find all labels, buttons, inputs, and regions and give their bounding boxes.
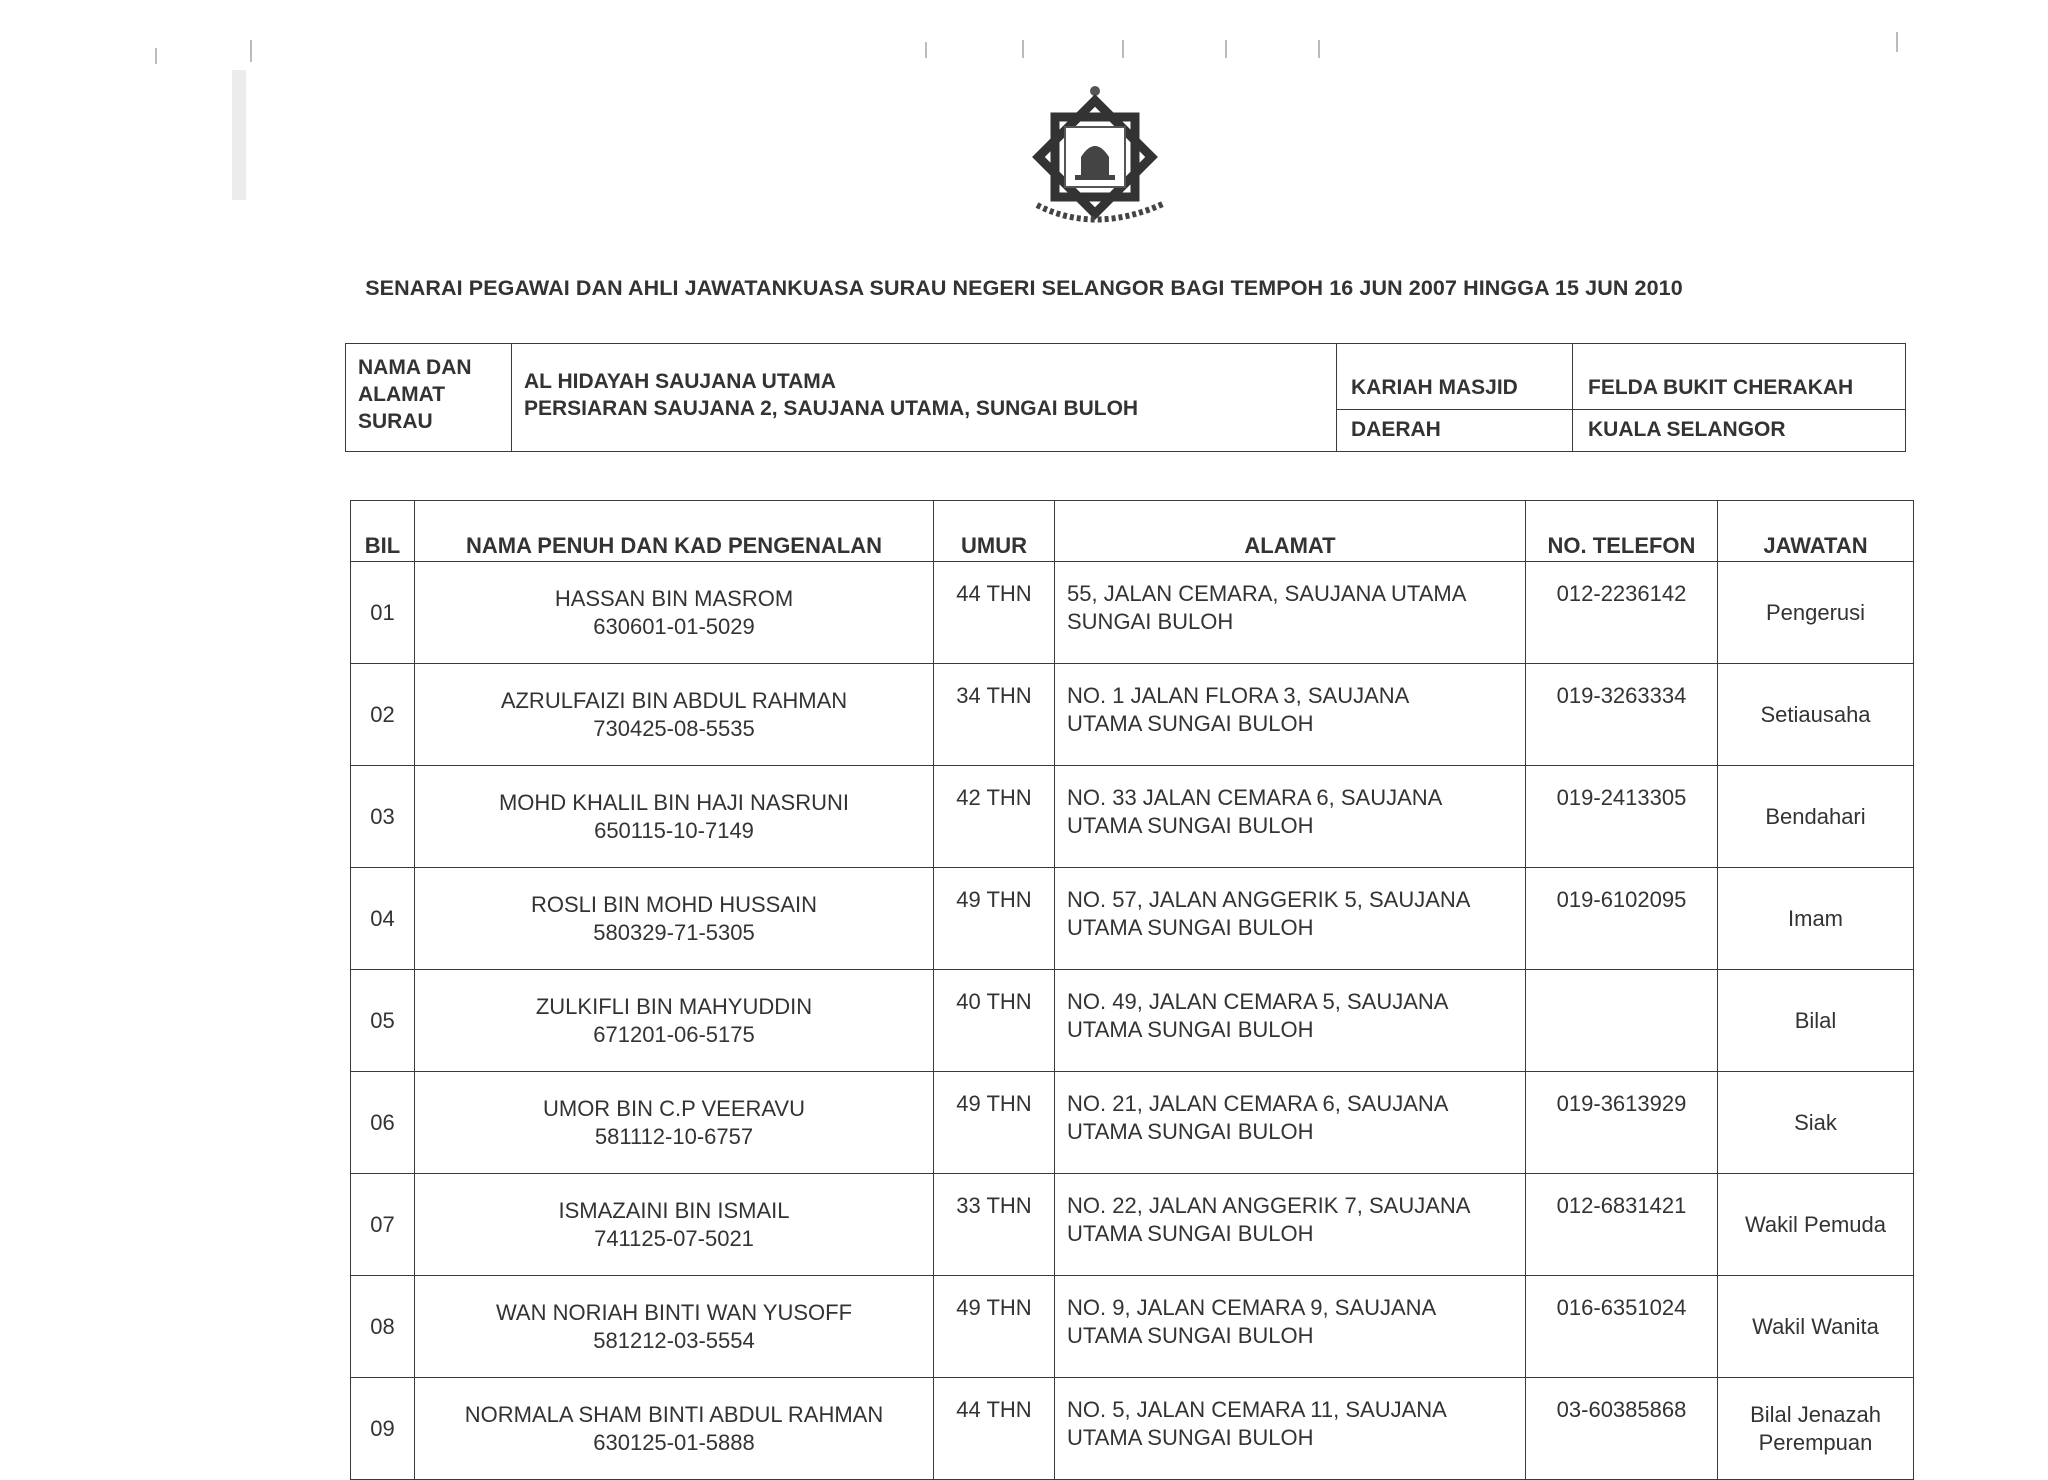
bil-text: 03 [370,803,395,829]
telefon-text: 03-60385868 [1556,1397,1687,1422]
scan-speck [925,42,927,58]
address-line: NO. 9, JALAN CEMARA 9, SAUJANA [1067,1295,1437,1320]
address-line: UTAMA SUNGAI BULOH [1067,1017,1314,1042]
cell-name [415,1378,934,1480]
jawatan-text: Pengerusi [1765,599,1866,625]
bil-text: 09 [370,1415,395,1441]
cell-alamat [1055,970,1526,1072]
telefon-text: 019-2413305 [1556,785,1687,810]
bil-text: 02 [370,701,395,727]
jawatan-text: Setiausaha [1760,701,1871,727]
cell-bil [351,970,415,1072]
jawatan-text: Wakil Pemuda [1744,1211,1886,1237]
table-row [351,1276,1914,1378]
member-name: HASSAN BIN MASROM [554,585,794,611]
address-line: UTAMA SUNGAI BULOH [1067,711,1314,736]
telefon-text: 012-6831421 [1556,1193,1687,1218]
scan-speck [232,70,246,200]
cell-name [415,1072,934,1174]
jawatan-text: Bilal [1794,1007,1837,1033]
cell-jawatan [1718,1174,1914,1276]
cell-jawatan [1718,1276,1914,1378]
daerah-label: DAERAH [1351,418,1441,441]
cell-jawatan [1718,664,1914,766]
table-row [351,970,1914,1072]
member-name: UMOR BIN C.P VEERAVU [542,1095,805,1121]
cell-alamat [1055,1378,1526,1480]
member-name: WAN NORIAH BINTI WAN YUSOFF [495,1299,853,1325]
cell-alamat [1055,664,1526,766]
surau-label-line: SURAU [358,410,433,433]
cell-bil [351,766,415,868]
scan-speck [1022,40,1024,58]
umur-text: 44 THN [956,1397,1032,1422]
address-line: NO. 22, JALAN ANGGERIK 7, SAUJANA [1067,1193,1471,1218]
member-name: AZRULFAIZI BIN ABDUL RAHMAN [500,687,848,713]
member-ic: 581112-10-6757 [594,1123,754,1149]
umur-text: 49 THN [956,1295,1032,1320]
jawatan-text: Bendahari [1765,803,1866,829]
address-line: NO. 49, JALAN CEMARA 5, SAUJANA [1067,989,1449,1014]
umur-text: 44 THN [956,581,1032,606]
kariah-label: KARIAH MASJID [1351,376,1518,399]
cell-name [415,766,934,868]
cell-alamat [1055,1072,1526,1174]
cell-telefon [1526,970,1718,1072]
telefon-text: 019-6102095 [1556,887,1687,912]
telefon-text: 016-6351024 [1556,1295,1687,1320]
table-header-row [351,501,1914,562]
table-row [351,664,1914,766]
surau-label [358,354,472,435]
cell-jawatan [1718,868,1914,970]
cell-telefon [1526,1378,1718,1480]
bil-text: 01 [370,599,395,625]
cell-jawatan [1718,1072,1914,1174]
scan-speck [155,48,157,64]
surau-name: AL HIDAYAH SAUJANA UTAMA [524,370,836,393]
divider [511,344,512,451]
address-line: NO. 5, JALAN CEMARA 11, SAUJANA [1067,1397,1447,1422]
address-line: NO. 57, JALAN ANGGERIK 5, SAUJANA [1067,887,1471,912]
cell-bil [351,1276,415,1378]
table-row [351,868,1914,970]
majlis-emblem-icon [1015,75,1185,235]
header-umur: UMUR [934,501,1055,562]
cell-alamat [1055,1174,1526,1276]
cell-bil [351,1072,415,1174]
cell-name [415,562,934,664]
scan-speck [1896,32,1898,52]
cell-telefon [1526,562,1718,664]
cell-bil [351,1174,415,1276]
cell-alamat [1055,766,1526,868]
telefon-text: 019-3263334 [1556,683,1687,708]
cell-jawatan [1718,1378,1914,1480]
member-name: ZULKIFLI BIN MAHYUDDIN [535,993,813,1019]
cell-alamat [1055,868,1526,970]
jawatan-text: Imam [1788,905,1843,931]
address-line: NO. 1 JALAN FLORA 3, SAUJANA [1067,683,1410,708]
jawatan-text: Siak [1794,1109,1837,1135]
cell-jawatan [1718,970,1914,1072]
bil-text: 07 [370,1211,395,1237]
cell-umur [934,1174,1055,1276]
cell-telefon [1526,1072,1718,1174]
cell-umur [934,664,1055,766]
daerah-value: KUALA SELANGOR [1588,418,1786,441]
address-line: SUNGAI BULOH [1067,609,1234,634]
cell-alamat [1055,562,1526,664]
divider [1336,409,1905,410]
umur-text: 49 THN [956,887,1032,912]
cell-name [415,868,934,970]
address-line: NO. 33 JALAN CEMARA 6, SAUJANA [1067,785,1443,810]
table-row [351,562,1914,664]
scan-speck [1225,40,1227,58]
cell-umur [934,562,1055,664]
address-line: UTAMA SUNGAI BULOH [1067,1221,1314,1246]
address-line: UTAMA SUNGAI BULOH [1067,1323,1314,1348]
address-line: NO. 21, JALAN CEMARA 6, SAUJANA [1067,1091,1449,1116]
page-title: SENARAI PEGAWAI DAN AHLI JAWATANKUASA SURAU NEGERI SELANGOR BAGI TEMPOH 16 JUN 2007 HINGGA 15 JUN 2010 [365,276,1683,300]
divider [1336,344,1337,451]
surau-info-table [345,343,1906,452]
cell-telefon [1526,1276,1718,1378]
scan-speck [250,40,252,62]
cell-name [415,970,934,1072]
member-ic: 671201-06-5175 [593,1021,755,1047]
cell-name [415,1174,934,1276]
address-line: UTAMA SUNGAI BULOH [1067,1425,1314,1450]
header-telefon: NO. TELEFON [1526,501,1718,562]
member-ic: 650115-10-7149 [594,817,754,843]
address-line: UTAMA SUNGAI BULOH [1067,813,1314,838]
table-row [351,1072,1914,1174]
header-alamat: ALAMAT [1055,501,1526,562]
cell-umur [934,1072,1055,1174]
surau-label-line: ALAMAT [358,383,446,406]
address-line: UTAMA SUNGAI BULOH [1067,1119,1314,1144]
table-row [351,1378,1914,1480]
emblem-logo [1015,75,1185,235]
address-line: 55, JALAN CEMARA, SAUJANA UTAMA [1067,581,1467,606]
cell-bil [351,664,415,766]
jawatan-text: Bilal Jenazah Perempuan [1750,1401,1881,1455]
cell-telefon [1526,766,1718,868]
member-ic: 581212-03-5554 [593,1327,755,1353]
bil-text: 06 [370,1109,395,1135]
cell-alamat [1055,1276,1526,1378]
member-name: NORMALA SHAM BINTI ABDUL RAHMAN [464,1401,884,1427]
telefon-text: 012-2236142 [1556,581,1687,606]
address-line: UTAMA SUNGAI BULOH [1067,915,1314,940]
umur-text: 49 THN [956,1091,1032,1116]
cell-bil [351,1378,415,1480]
umur-text: 33 THN [956,1193,1032,1218]
umur-text: 40 THN [956,989,1032,1014]
cell-umur [934,1276,1055,1378]
cell-telefon [1526,1174,1718,1276]
table-row [351,766,1914,868]
member-ic: 630601-01-5029 [593,613,755,639]
cell-name [415,1276,934,1378]
divider [1572,344,1573,451]
scan-speck [1122,40,1124,58]
member-ic: 741125-07-5021 [594,1225,754,1251]
member-name: MOHD KHALIL BIN HAJI NASRUNI [498,789,850,815]
jawatan-text: Wakil Wanita [1752,1313,1879,1339]
member-ic: 630125-01-5888 [593,1429,755,1455]
member-ic: 730425-08-5535 [593,715,755,741]
cell-umur [934,766,1055,868]
cell-telefon [1526,664,1718,766]
cell-umur [934,868,1055,970]
member-name: ROSLI BIN MOHD HUSSAIN [530,891,818,917]
scan-speck [1318,40,1320,58]
header-bil: BIL [351,501,415,562]
cell-telefon [1526,868,1718,970]
member-ic: 580329-71-5305 [593,919,755,945]
bil-text: 05 [370,1007,395,1033]
cell-jawatan [1718,766,1914,868]
committee-table [350,500,1914,1480]
cell-name [415,664,934,766]
umur-text: 34 THN [956,683,1032,708]
bil-text: 04 [370,905,395,931]
umur-text: 42 THN [956,785,1032,810]
header-nama: NAMA PENUH DAN KAD PENGENALAN [415,501,934,562]
cell-jawatan [1718,562,1914,664]
header-jawatan: JAWATAN [1718,501,1914,562]
kariah-value: FELDA BUKIT CHERAKAH [1588,376,1854,399]
cell-umur [934,1378,1055,1480]
surau-label-line: NAMA DAN [358,356,472,379]
cell-umur [934,970,1055,1072]
telefon-text: 019-3613929 [1556,1091,1687,1116]
surau-address: PERSIARAN SAUJANA 2, SAUJANA UTAMA, SUNGAI BULOH [524,397,1139,420]
cell-bil [351,562,415,664]
table-row [351,1174,1914,1276]
bil-text: 08 [370,1313,395,1339]
member-name: ISMAZAINI BIN ISMAIL [558,1197,790,1223]
cell-bil [351,868,415,970]
